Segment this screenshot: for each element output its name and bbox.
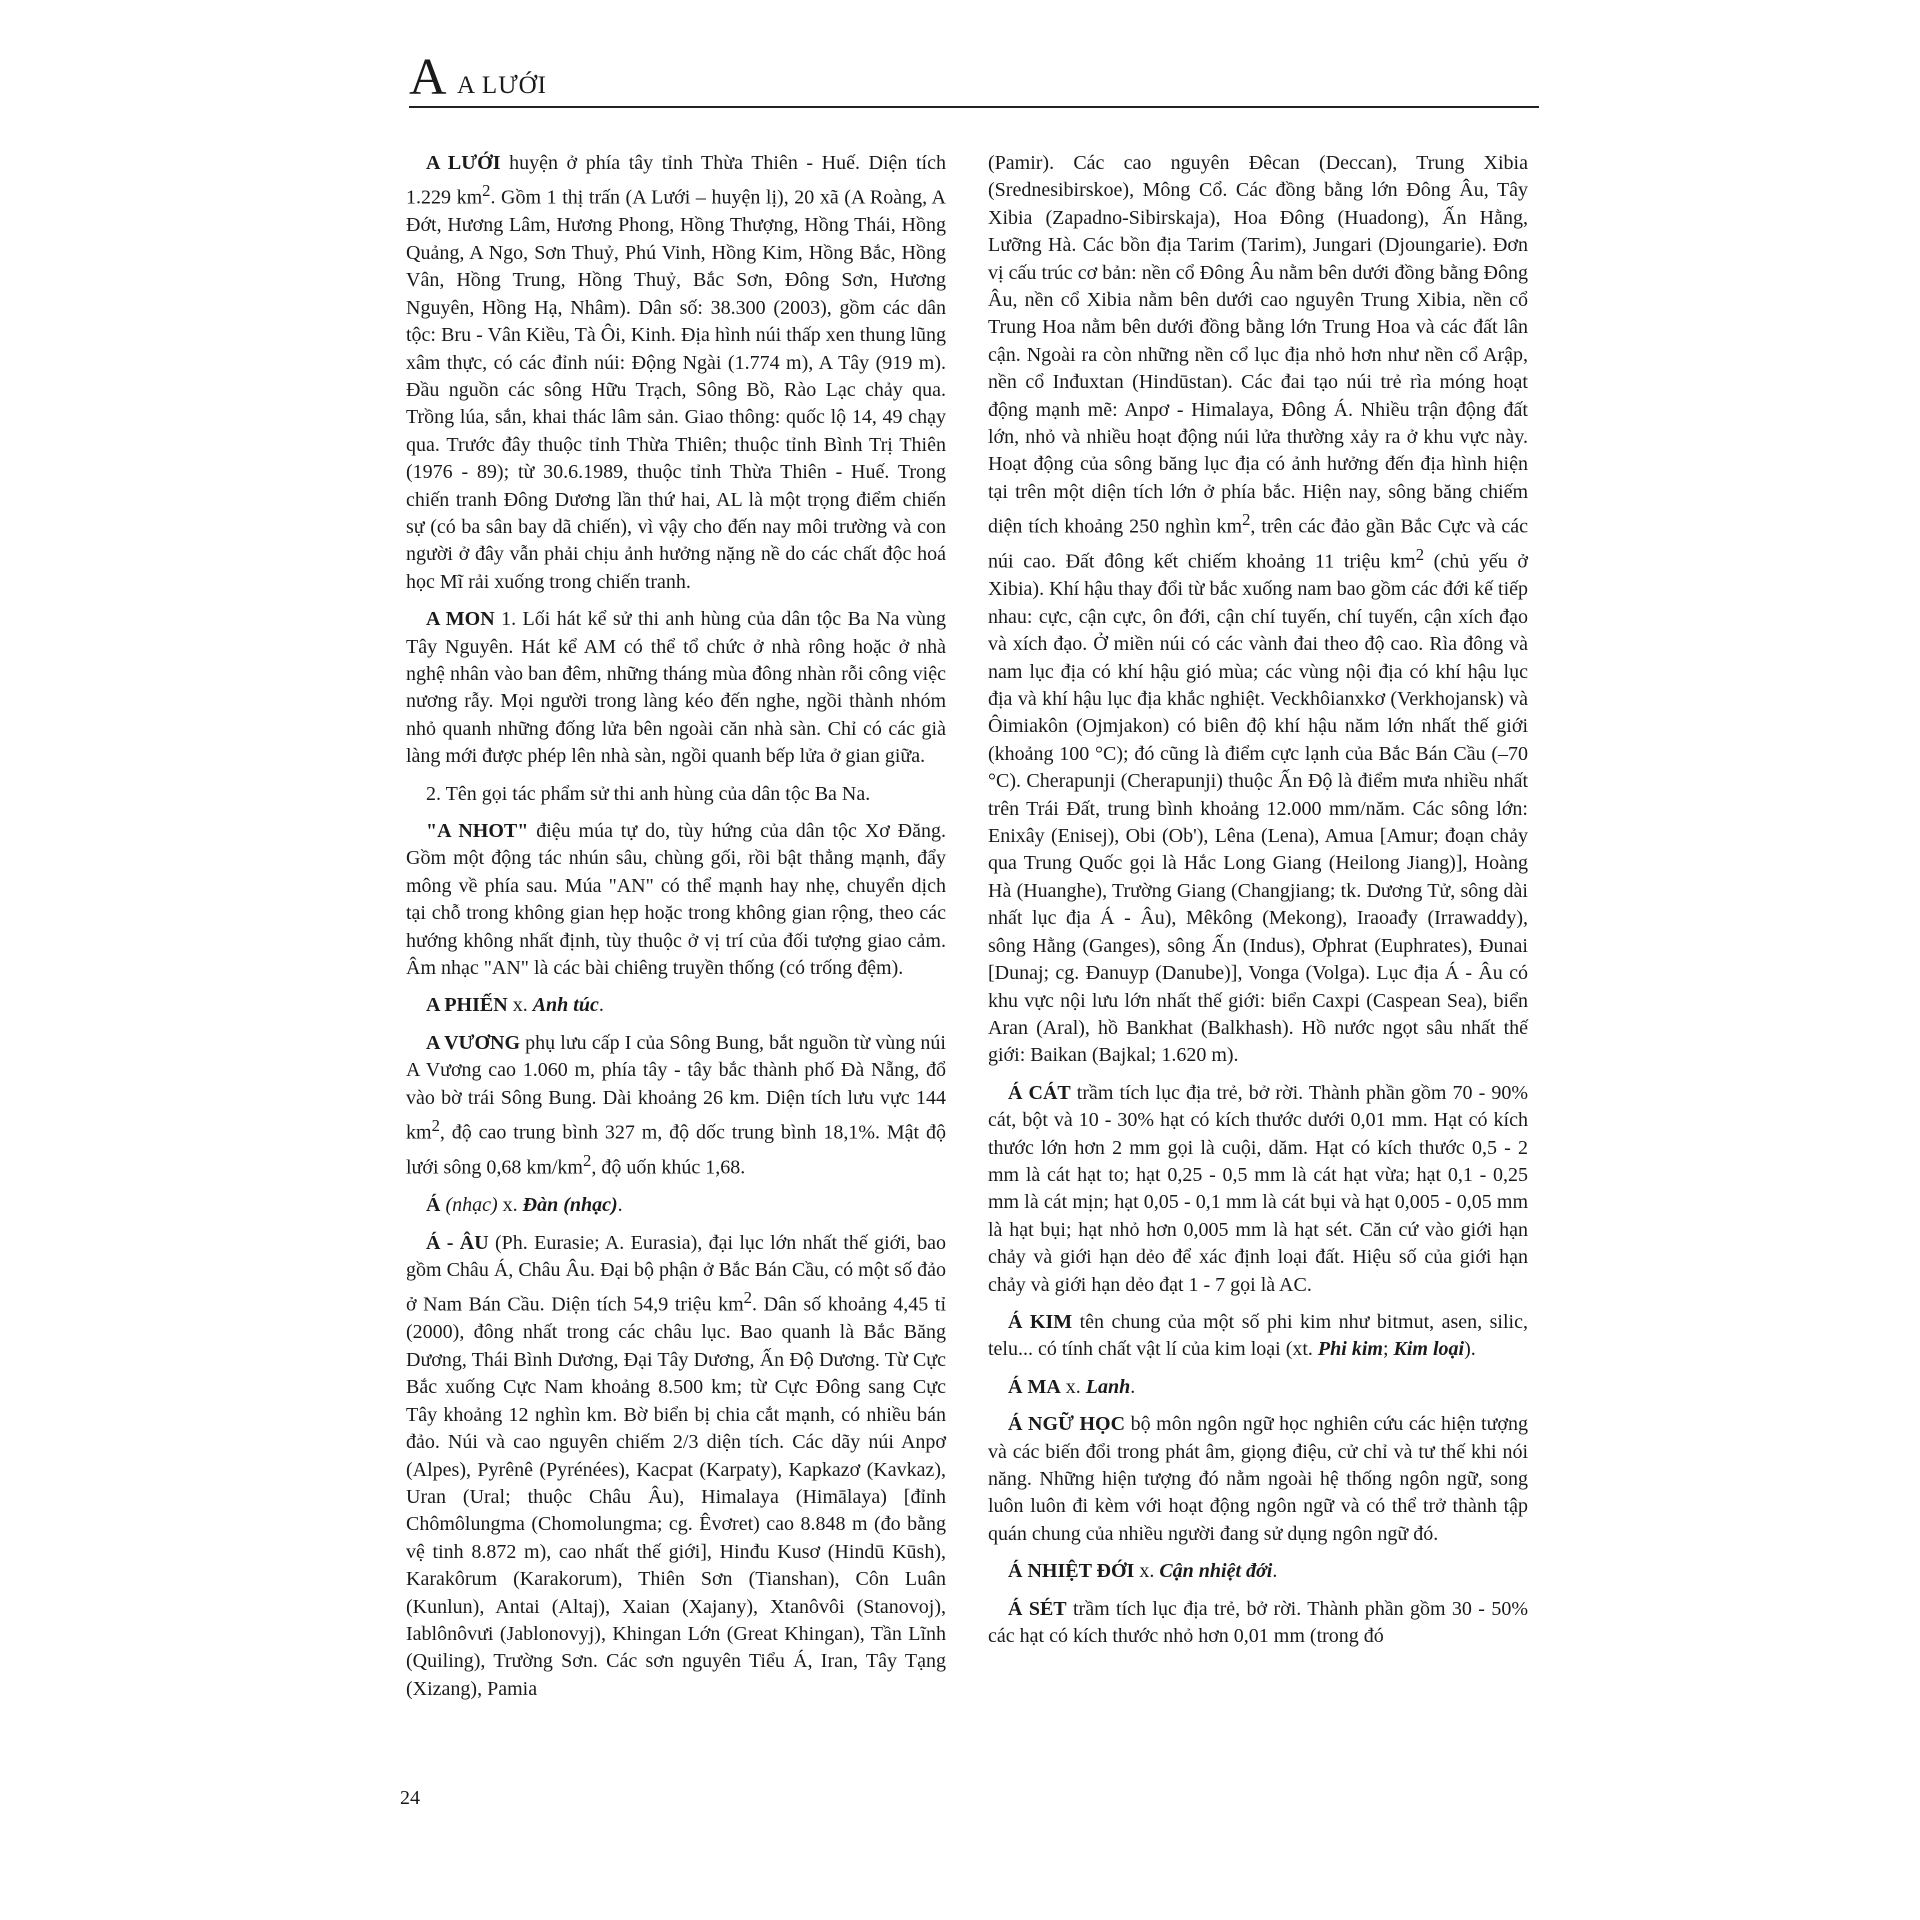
- headword: A LƯỚI: [426, 152, 501, 174]
- headword: A VƯƠNG: [426, 1031, 521, 1054]
- headword: Á SÉT: [1008, 1597, 1067, 1620]
- headword: A PHIẾN: [426, 994, 508, 1017]
- cross-reference: Anh túc: [532, 994, 599, 1017]
- entry-a-cat: Á CÁT trầm tích lục địa trẻ, bở rời. Thành phần gồm 70 - 90% cát, bột và 10 - 30% hạt có kích thước dưới 0,01 mm. Hạt có kích thước lớn hơn 2 mm gọi là cuội, dăm. Hạt có kích thước 0,5 - 2 mm là cát hạt to; hạt 0,25 - 0,5 mm là cát hạt vừa; hạt 0,1 - 0,25 mm là cát mịn; hạt 0,05 - 0,1 mm là cát bụi và hạt 0,005 - 0,05 mm là hạt bụi; hạt nhỏ hơn 0,005 mm là hạt sét. Căn cứ vào giới hạn chảy và giới hạn dẻo để xác định loại đất. Hiệu số của giới hạn chảy và giới hạn dẻo đạt 1 - 7 gọi là AC.: [988, 1081, 1528, 1296]
- page-number: 24: [400, 1787, 420, 1809]
- entry-a-au: Á - ÂU (Ph. Eurasie; A. Eurasia), đại lục lớn nhất thế giới, bao gồm Châu Á, Châu Âu. Đại bộ phận ở Bắc Bán Cầu, có một số đảo ở Nam Bán Cầu. Diện tích 54,9 triệu $km^2$. Dân số khoảng 4,45 tỉ (2000), đông nhất trong các châu lục. Bao quanh là Bắc Băng Dương, Thái Bình Dương, Đại Tây Dương, Ấn Độ Dương. Từ Cực Bắc xuống Cực Nam khoảng 8.500 km; từ Cực Đông sang Cực Tây khoảng 12 nghìn km. Bờ biển bị chia cắt mạnh, có nhiều bán đảo. Núi và cao nguyên chiếm 2/3 diện tích. Các dãy núi Anpơ (Alpes), Pyrênê (Pyrénées), Kacpat (Karpaty), Kapkazơ (Kavkaz), Uran (Ural; thuộc Châu Âu), Himalaya (Himālaya) [đỉnh Chômôlungma (Chomolungma; cg. Êvơret) cao 8.848 m (đo bằng vệ tinh 8.872 m), cao nhất thế giới], Hinđu Kusơ (Hindū Kūsh), Karakôrum (Karakorum), Thiên Sơn (Tianshan), Côn Luân (Kunlun), Antai (Altaj), Xaian (Xajany), Xtanôvôi (Stanovoj), Iablônôvưi (Jablonovyj), Khingan Lớn (Great Khingan), Tần Lĩnh (Quiling), Trường Sơn. Các sơn nguyên Tiểu Á, Iran, Tây Tạng (Xizang), Pamia: [406, 1231, 947, 1700]
- entry-a-au-continued: (Pamir). Các cao nguyên Đêcan (Deccan), Trung Xibia (Srednesibirskoe), Mông Cổ. Các đồng bằng lớn Đông Âu, Tây Xibia (Zapadno-Sibirskaja), Hoa Đông (Huadong), Ấn Hằng, Lưỡng Hà. Các bồn địa Tarim (Tarim), Jungari (Djoungarie). Đơn vị cấu trúc cơ bản: nền cổ Đông Âu nằm bên dưới đồng bằng Đông Âu, nền cổ Xibia nằm bên dưới cao nguyên Trung Xibia, nền cổ Trung Hoa nằm bên dưới đồng bằng lớn Trung Hoa và các đất lân cận. Ngoài ra còn những nền cổ lục địa nhỏ hơn như nền cổ Arập, nền cổ Inđuxtan (Hindūstan). Các đai tạo núi trẻ rìa móng hoạt động mạnh mẽ: Anpơ - Himalaya, Đông Á. Nhiều trận động đất lớn, nhỏ và nhiều hoạt động núi lửa thường xảy ra ở khu vực này. Hoạt động của sông băng lục địa có ảnh hưởng đến địa hình hiện tại trên một diện tích lớn ở phía bắc. Hiện nay, sông băng chiếm diện tích khoảng 250 nghìn $km^2$, trên các đảo gần Bắc Cực và các núi cao. Đất đông kết chiếm khoảng 11 triệu $km^2$ (chủ yếu ở Xibia). Khí hậu thay đổi từ bắc xuống nam bao gồm các đới kế tiếp nhau: cực, cận cực, ôn đới, cận chí tuyến, chí tuyến, cận xích đạo và xích đạo. Ở miền núi có các vành đai theo độ cao. Rìa đông và nam lục địa có khí hậu gió mùa; các vùng nội địa có khí hậu lục địa và khí hậu lục địa khắc nghiệt. Veckhôianxkơ (Verkhojansk) và Ôimiakôn (Ojmjakon) có biên độ khí hậu năm lớn nhất thế giới (khoảng 100 °C); đó cũng là điểm cực lạnh của Bắc Bán Cầu (–70 °C). Cherapunji (Cherapunji) thuộc Ấn Độ là điểm mưa nhiều nhất trên Trái Đất, trung bình khoảng 12.000 mm/năm. Các sông lớn: Enixây (Enisej), Obi (Ob'), Lêna (Lena), Amua [Amur; đoạn chảy qua Trung Quốc gọi là Hắc Long Giang (Heilong Jiang)], Hoàng Hà (Huanghe), Trường Giang (Changjiang; tk. Dương Tử, sông dài nhất lục địa Á - Âu), Mêkông (Mekong), Iraoađy (Irrawaddy), sông Hằng (Ganges), sông Ấn (Indus), Ơphrat (Euphrates), Đunai [Dunaj; cg. Đanuyp (Danube)], Vonga (Volga). Lục địa Á - Âu có khu vực nội lưu lớn nhất thế giới: biển Caxpi (Caspean Sea), biển Aran (Aral), hồ Bankhat (Balkhash). Hồ nước ngọt sâu nhất thế giới: Baikan (Bajkal; 1.620 m).: [988, 152, 1528, 1067]
- section-letter: A: [409, 49, 447, 106]
- entry-a-phien: A PHIẾN x. Anh túc.: [426, 994, 604, 1017]
- headword: Á: [426, 1194, 441, 1217]
- headword: Á NHIỆT ĐỚI: [1008, 1560, 1135, 1583]
- left-column: [406, 150, 946, 1713]
- entry-a-vuong: A VƯƠNG phụ lưu cấp I của Sông Bung, bắt nguồn từ vùng núi A Vương cao 1.060 m, phía tây - tây bắc thành phố Đà Nẵng, đổ vào bờ trái Sông Bung. Dài khoảng 26 km. Diện tích lưu vực 144 $km^2$, độ cao trung bình 327 m, độ dốc trung bình 18,1%. Mật độ lưới sông 0,68 $km/km^2$, độ uốn khúc 1,68.: [406, 1031, 946, 1179]
- entry-a-set: Á SÉT trầm tích lục địa trẻ, bở rời. Thành phần gồm 30 - 50% các hạt có kích thước nhỏ hơn 0,01 mm (trong đó: [988, 1597, 1528, 1648]
- entry-a-kim: Á KIM tên chung của một số phi kim như bitmut, asen, silic, telu... có tính chất vật lí của kim loại (xt. Phi kim; Kim loại).: [988, 1310, 1528, 1361]
- headword: Á - ÂU: [426, 1231, 489, 1254]
- entry-a-ma: Á MA x. Lanh.: [1008, 1375, 1136, 1398]
- running-head: A LƯỚI: [457, 72, 547, 99]
- entry-a-mon: A MON 1. Lối hát kể sử thi anh hùng của dân tộc Ba Na vùng Tây Nguyên. Hát kể AM có thể tổ chức ở nhà rông hoặc ở nhà nghệ nhân vào ban đêm, những tháng mùa đông nhàn rỗi công việc nương rẫy. Mọi người trong làng kéo đến nghe, ngồi thành nhóm nhỏ quanh những đống lửa bên ngoài căn nhà sàn. Chỉ có các già làng mới được phép lên nhà sàn, ngồi quanh bếp lửa ở gian giữa.: [406, 608, 946, 768]
- header-rule: [409, 106, 1539, 108]
- cross-reference: Đàn (nhạc): [522, 1194, 618, 1217]
- cross-reference: Phi kim: [1317, 1338, 1383, 1361]
- cross-reference: Cận nhiệt đới: [1159, 1560, 1273, 1583]
- headword: Á MA: [1008, 1375, 1061, 1398]
- entry-a-nhiet-doi: Á NHIỆT ĐỚI x. Cận nhiệt đới.: [1008, 1560, 1278, 1583]
- headword: Á CÁT: [1008, 1081, 1071, 1104]
- cross-reference: Lanh: [1085, 1375, 1131, 1398]
- right-column: [988, 150, 1528, 1660]
- headword: Á NGỮ HỌC: [1008, 1413, 1126, 1436]
- entry-a-mon-sense-2: 2. Tên gọi tác phẩm sử thi anh hùng của dân tộc Ba Na.: [426, 782, 871, 805]
- entry-a-ngu-hoc: Á NGỮ HỌC bộ môn ngôn ngữ học nghiên cứu các hiện tượng và các biến đổi trong phát âm, giọng điệu, cử chỉ và tư thế khi nói năng. Những hiện tượng đó nằm ngoài hệ thống ngôn ngữ, song luôn luôn đi kèm với hoạt động ngôn ngữ và có thể trở thành tập quán chung của nhiều người đang sử dụng ngôn ngữ đó.: [988, 1413, 1528, 1545]
- entry-a-nhot: "A NHOT" điệu múa tự do, tùy hứng của dân tộc Xơ Đăng. Gồm một động tác nhún sâu, chùng gối, rồi bật thẳng mạnh, đẩy mông về phía sau. Múa "AN" có thể mạnh hay nhẹ, chuyển dịch tại chỗ trong không gian hẹp hoặc trong không gian rộng, theo các hướng không nhất định, tùy thuộc ở vị trí của đối tượng giao cảm. Âm nhạc "AN" là các bài chiêng truyền thống (có trống đệm).: [406, 820, 946, 980]
- headword: A MON: [426, 608, 495, 631]
- page-header: [409, 49, 1539, 106]
- entry-a-luoi: A LƯỚI huyện ở phía tây tỉnh Thừa Thiên - Huế. Diện tích 1.229 $km^2$. Gồm 1 thị trấn (A Lưới – huyện lị), 20 xã (A Roàng, A Đớt, Hương Lâm, Hương Phong, Hồng Thượng, Hồng Thái, Hồng Quảng, A Ngo, Sơn Thuỷ, Phú Vinh, Hồng Kim, Hồng Bắc, Hồng Vân, Hồng Trung, Hồng Thuỷ, Bắc Sơn, Đông Sơn, Hương Nguyên, Hồng Hạ, Nhâm). Dân số: 38.300 (2003), gồm các dân tộc: Bru - Vân Kiều, Tà Ôi, Kinh. Địa hình núi thấp xen thung lũng xâm thực, có các đỉnh núi: Động Ngài (1.774 m), A Tây (919 m). Đầu nguồn các sông Hữu Trạch, Sông Bồ, Rào Lạc chảy qua. Trồng lúa, sắn, khai thác lâm sản. Giao thông: quốc lộ 14, 49 chạy qua. Trước đây thuộc tỉnh Thừa Thiên; thuộc tỉnh Bình Trị Thiên (1976 - 89); từ 30.6.1989, thuộc tỉnh Thừa Thiên - Huế. Trong chiến tranh Đông Dương lần thứ hai, AL là một trọng điểm chiến sự (có ba sân bay dã chiến), vì vậy cho đến nay môi trường và con người ở đây vẫn phải chịu ảnh hưởng nặng nề do các chất độc hoá học Mĩ rải xuống trong chiến tranh.: [406, 152, 946, 593]
- cross-reference: Kim loại: [1393, 1338, 1465, 1361]
- headword: Á KIM: [1008, 1310, 1073, 1333]
- headword: "A NHOT": [426, 820, 529, 842]
- entry-a-nhac: Á (nhạc) x. Đàn (nhạc).: [426, 1194, 623, 1217]
